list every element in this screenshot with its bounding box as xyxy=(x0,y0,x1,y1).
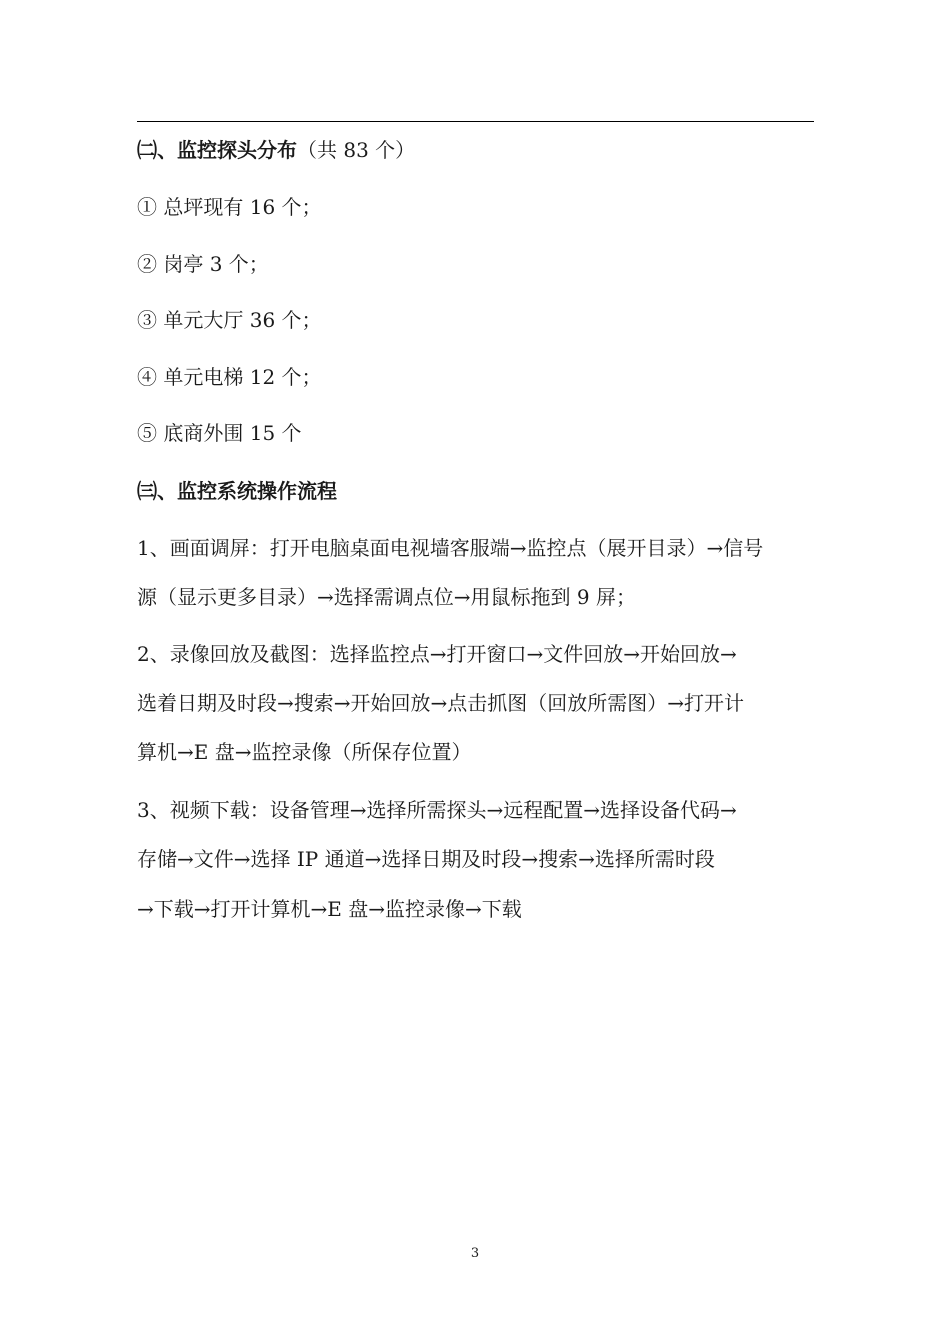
camera-item-guard-booth: ② 岗亭 3 个； xyxy=(137,252,269,276)
page-number: 3 xyxy=(470,1246,480,1261)
step2-line-2: 选着日期及时段→搜索→开始回放→点击抓图（回放所需图）→打开计 xyxy=(137,691,745,715)
step2-line-3: 算机→E 盘→监控录像（所保存位置） xyxy=(137,740,472,764)
step1-line-1: 1、画面调屏：打开电脑桌面电视墙客服端→监控点（展开目录）→信号 xyxy=(137,536,764,560)
section2-heading-count: （共 83 个） xyxy=(297,138,416,162)
step3-line-3: →下载→打开计算机→E 盘→监控录像→下载 xyxy=(137,897,522,921)
camera-item-total-lawn: ① 总坪现有 16 个； xyxy=(137,195,322,219)
step1-line-2: 源（显示更多目录）→选择需调点位→用鼠标拖到 9 屏； xyxy=(137,585,636,609)
step2-line-1: 2、录像回放及截图：选择监控点→打开窗口→文件回放→开始回放→ xyxy=(137,642,737,666)
camera-item-unit-lobby: ③ 单元大厅 36 个； xyxy=(137,308,322,332)
section2-heading xyxy=(137,136,817,164)
camera-item-shop-perimeter: ⑤ 底商外围 15 个 xyxy=(137,421,302,445)
section2-heading-title: ㈡、监控探头分布 xyxy=(137,138,297,162)
section3-heading: ㈢、监控系统操作流程 xyxy=(137,479,337,503)
step3-line-1: 3、视频下载：设备管理→选择所需探头→远程配置→选择设备代码→ xyxy=(137,798,737,822)
header-rule xyxy=(137,121,814,122)
camera-item-unit-elevator: ④ 单元电梯 12 个； xyxy=(137,365,322,389)
step3-line-2: 存储→文件→选择 IP 通道→选择日期及时段→搜索→选择所需时段 xyxy=(137,847,715,871)
